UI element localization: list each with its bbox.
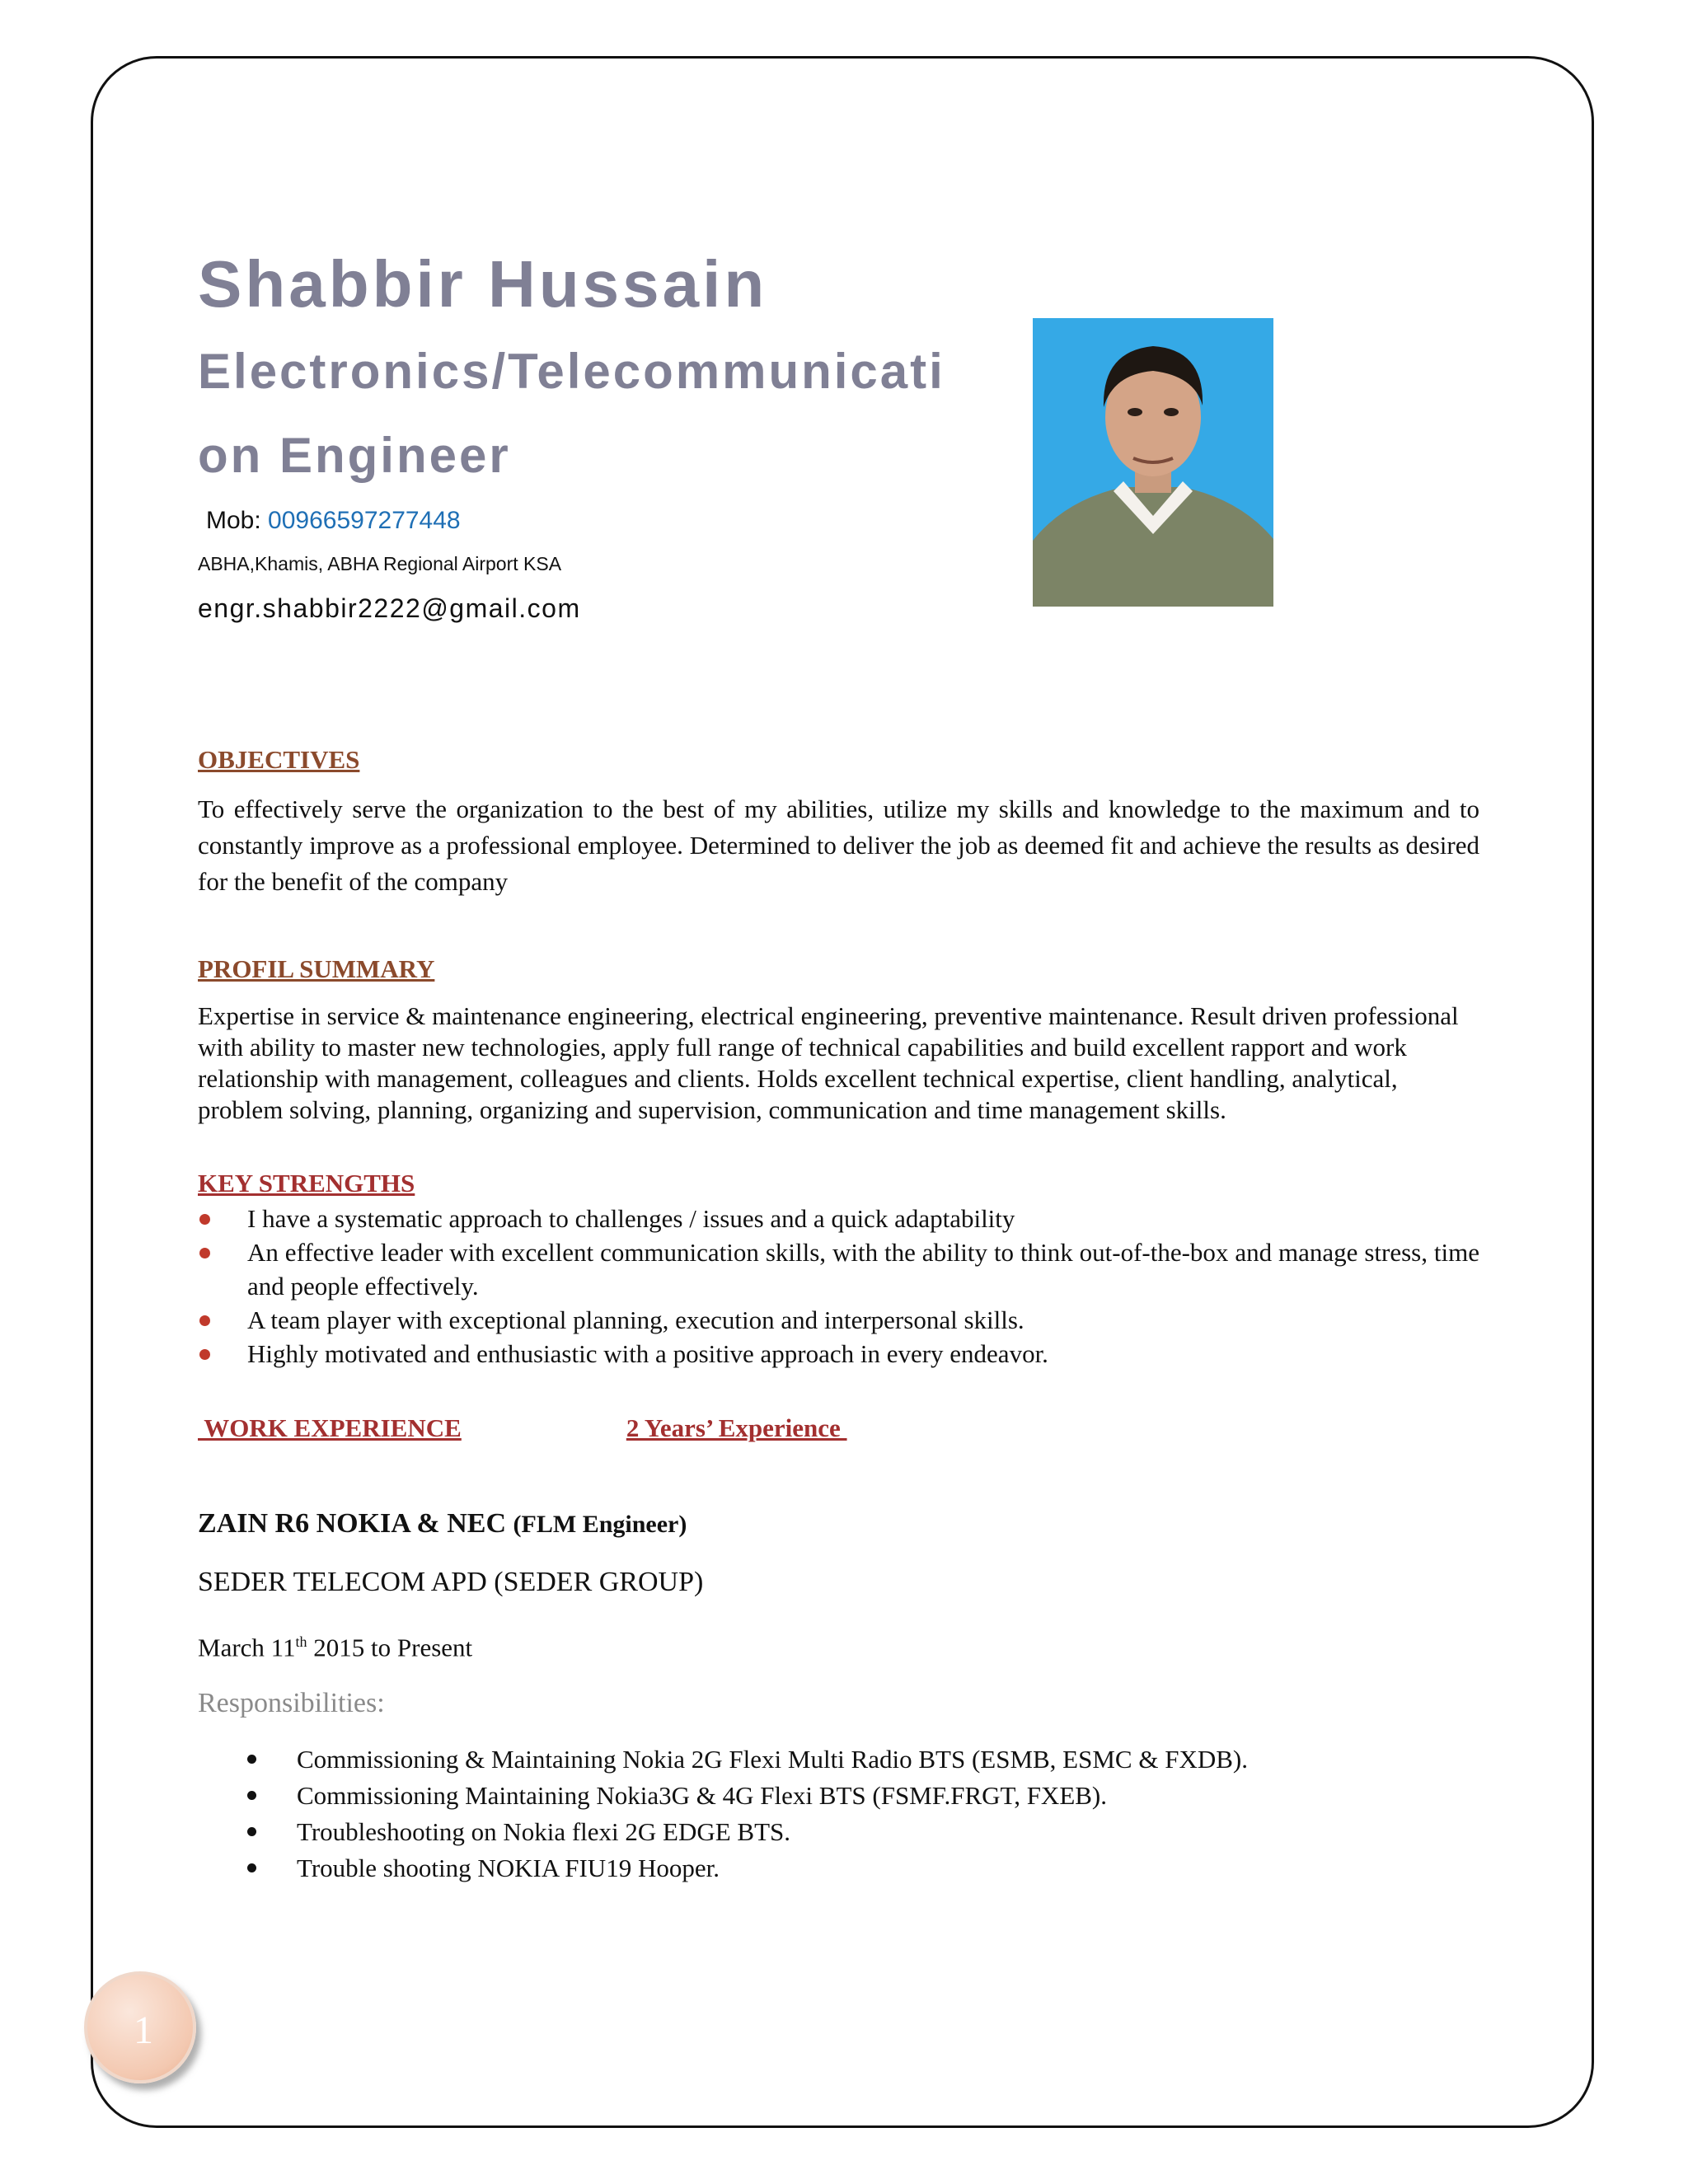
list-item: Troubleshooting on Nokia flexi 2G EDGE BTS. <box>198 1814 1479 1850</box>
profile-summary-section <box>198 951 1479 1126</box>
address: ABHA,Khamis, ABHA Regional Airport KSA <box>198 553 562 574</box>
mobile-number[interactable]: 00966597277448 <box>268 507 461 534</box>
bullet-icon <box>199 1214 210 1225</box>
objectives-section <box>198 742 1479 900</box>
profile-photo <box>1033 318 1273 607</box>
bullet-icon <box>247 1791 256 1800</box>
job-role: (FLM Engineer) <box>513 1511 687 1538</box>
bullet-icon <box>199 1248 210 1258</box>
responsibilities-label: Responsibilities: <box>198 1688 385 1719</box>
company-line <box>198 1504 1479 1544</box>
employment-dates: March 11th 2015 to Present <box>198 1633 473 1662</box>
list-item: Commissioning & Maintaining Nokia 2G Flexi Multi Radio BTS (ESMB, ESMC & FXDB). <box>198 1741 1479 1778</box>
profile-summary-heading: PROFIL SUMMARY <box>198 954 435 983</box>
resume-header <box>198 239 1022 626</box>
key-strengths-list <box>198 1202 1479 1371</box>
list-item: An effective leader with excellent communication skills, with the ability to think out-of-the-box and manage stress, time and people effectively. <box>198 1235 1479 1303</box>
bullet-icon <box>247 1755 256 1764</box>
bullet-icon <box>247 1863 256 1872</box>
list-item: Highly motivated and enthusiastic with a positive approach in every endeavor. <box>198 1337 1479 1371</box>
responsibilities-list <box>198 1741 1479 1886</box>
employer-name: SEDER TELECOM APD (SEDER GROUP) <box>198 1567 704 1597</box>
experience-years: 2 Years’ Experience <box>626 1413 847 1442</box>
company-name: ZAIN R6 NOKIA & NEC <box>198 1508 513 1539</box>
mobile-line <box>206 503 1022 539</box>
bullet-icon <box>247 1827 256 1836</box>
bullet-icon <box>199 1349 210 1360</box>
key-strengths-section <box>198 1165 1479 1371</box>
key-strengths-heading: KEY STRENGTHS <box>198 1169 415 1197</box>
objectives-text: To effectively serve the organization to the best of my abilities, utilize my skills and knowledge to the maximum and to constantly improve as a professional employee. Determined to deliver the job as deemed fit and achieve the results as desired for the benefit of the company <box>198 794 1479 896</box>
work-experience-section <box>198 1410 1479 1886</box>
list-item: A team player with exceptional planning, execution and interpersonal skills. <box>198 1303 1479 1337</box>
list-item: I have a systematic approach to challenges / issues and a quick adaptability <box>198 1202 1479 1235</box>
list-item: Commissioning Maintaining Nokia3G & 4G Flexi BTS (FSMF.FRGT, FXEB). <box>198 1778 1479 1814</box>
candidate-name: Shabbir Hussain <box>198 247 768 321</box>
portrait-image <box>1033 318 1273 607</box>
objectives-heading: OBJECTIVES <box>198 745 360 774</box>
list-item: Trouble shooting NOKIA FIU19 Hooper. <box>198 1850 1479 1886</box>
email[interactable]: engr.shabbir2222@gmail.com <box>198 593 581 623</box>
profile-summary-text: Expertise in service & maintenance engineering, electrical engineering, preventive maintenance. Result driven professional with ability to master new technologies, apply full range of technical capabilities and build excellent rapport and work relationship with management, colleagues and clients. Holds excellent technical expertise, client handling, analytical, problem solving, planning, organizing and supervision, communication and time management skills. <box>198 1001 1459 1124</box>
resume-body <box>198 742 1479 1886</box>
work-experience-heading: WORK EXPERIENCE 2 Years’ Experience <box>198 1413 847 1442</box>
job-title: Electronics/Telecommunication Engineer <box>198 344 945 483</box>
bullet-icon <box>199 1315 210 1326</box>
mobile-label: Mob: <box>206 507 269 534</box>
page-number: 1 <box>134 2008 153 2052</box>
page-number-badge <box>84 1971 196 2083</box>
